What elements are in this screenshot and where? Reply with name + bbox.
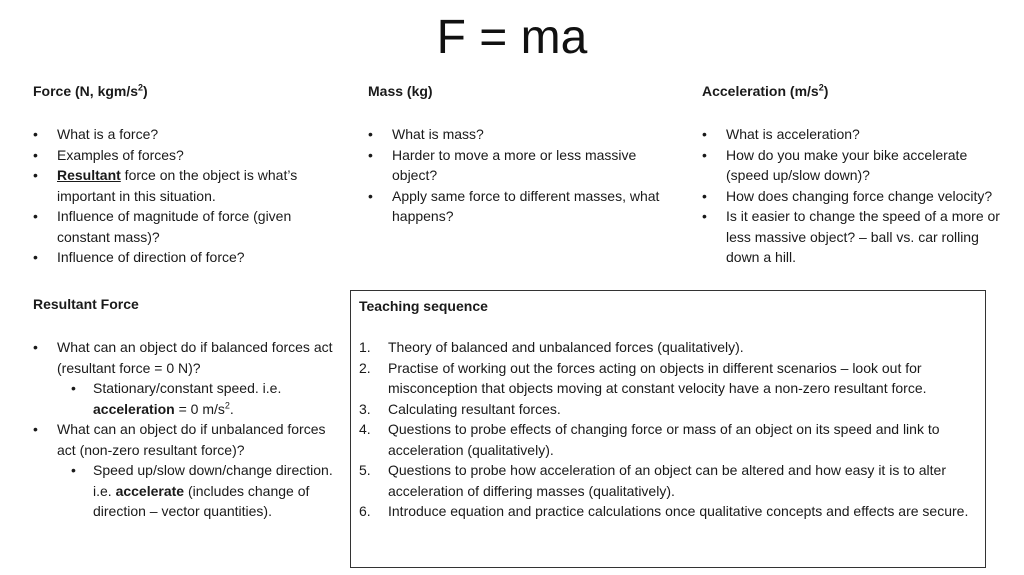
step-text: Introduce equation and practice calculations once qualitative concepts and effects are secure.	[388, 503, 969, 519]
list-item: • What can an object do if balanced forces act (resultant force = 0 N)?	[33, 337, 333, 378]
list-item: • What can an object do if unbalanced forces act (non-zero resultant force)?	[33, 419, 333, 460]
list-item: • Apply same force to different masses, what happens?	[368, 186, 668, 227]
resultant-force-section	[33, 295, 333, 522]
list-item	[33, 165, 333, 206]
resultant-sublist-2	[33, 460, 333, 522]
step-text: Practise of working out the forces acting on objects in different scenarios – look out for misconception that objects moving at constant velocity have a non-zero resultant force.	[388, 359, 927, 396]
force-heading	[33, 82, 333, 100]
step-number: 2.	[359, 359, 371, 376]
list-item: • Harder to move a more or less massive object?	[368, 145, 668, 186]
step-text: Calculating resultant forces.	[388, 400, 561, 417]
slide-title: F = ma	[436, 11, 588, 64]
resultant-sublist-1	[33, 378, 333, 419]
force-section	[33, 82, 333, 268]
step-number: 6.	[359, 503, 371, 519]
list-item: • Examples of forces?	[33, 145, 333, 166]
step-number: 5.	[359, 462, 371, 478]
sequence-step	[359, 501, 977, 522]
step-text: Theory of balanced and unbalanced forces (qualitatively).	[388, 339, 744, 355]
step-number: 1.	[359, 339, 371, 355]
acceleration-section	[702, 82, 1002, 268]
sub2-text: Speed up/slow down/change direction. i.e.	[93, 462, 333, 499]
resultant-force-list-2	[33, 419, 333, 460]
resultant-force-heading: Resultant Force	[33, 296, 139, 312]
sub1-sup: 2	[224, 399, 230, 410]
sequence-step	[359, 358, 977, 399]
list-item: • What is mass?	[368, 124, 668, 145]
step-number: 3.	[359, 400, 371, 417]
sub1-bold: acceleration	[93, 400, 175, 417]
list-item: • What is acceleration?	[702, 124, 1002, 145]
sequence-step	[359, 419, 977, 460]
force-heading-text: Force (N, kgm/s	[33, 83, 139, 99]
teaching-sequence-heading: Teaching sequence	[359, 298, 488, 314]
resultant-rest: force on the object is what’s important in this situation.	[57, 167, 298, 204]
list-item: • Influence of direction of force?	[33, 247, 333, 268]
sub-list-item	[71, 460, 333, 522]
list-item: • Is it easier to change the speed of a more or less massive object? – ball vs. car rolling down a hill.	[702, 206, 1002, 268]
sequence-step	[359, 460, 977, 501]
sub-list-item	[71, 378, 333, 419]
sub2-bold: accelerate	[115, 482, 185, 499]
acceleration-heading	[702, 82, 1002, 100]
teaching-sequence-box	[350, 290, 986, 568]
step-number: 4.	[359, 421, 371, 437]
teaching-sequence-list	[359, 337, 977, 522]
mass-list	[368, 124, 668, 227]
sub2-after: (includes change of direction – vector quantities).	[93, 482, 310, 519]
acceleration-heading-text: Acceleration (m/s	[702, 83, 819, 99]
sub1-end: .	[229, 400, 234, 417]
sub1-text: Stationary/constant speed. i.e.	[93, 380, 282, 396]
list-item: • Influence of magnitude of force (given constant mass)?	[33, 206, 333, 247]
sequence-step	[359, 337, 977, 358]
list-item: • What is a force?	[33, 124, 333, 145]
list-item: • How do you make your bike accelerate (speed up/slow down)?	[702, 145, 1002, 186]
force-list	[33, 124, 333, 268]
sequence-step	[359, 399, 977, 420]
acceleration-heading-end: )	[823, 83, 829, 99]
resultant-word: Resultant	[57, 167, 121, 183]
force-heading-end: )	[143, 83, 148, 99]
list-item: • How does changing force change velocity?	[702, 186, 1002, 207]
force-heading-sup: 2	[138, 82, 144, 93]
sub1-after: = 0 m/s	[174, 400, 225, 417]
resultant-force-list	[33, 337, 333, 378]
step-text: Questions to probe how acceleration of an object can be altered and how easy it is to alter acceleration of differing masses (qualitatively).	[388, 462, 947, 499]
mass-heading: Mass (kg)	[368, 83, 433, 99]
mass-section	[368, 82, 668, 227]
step-text: Questions to probe effects of changing force or mass of an object on its speed and link to acceleration (qualitatively).	[388, 421, 940, 458]
acceleration-heading-sup: 2	[818, 82, 824, 93]
acceleration-list	[702, 124, 1002, 268]
